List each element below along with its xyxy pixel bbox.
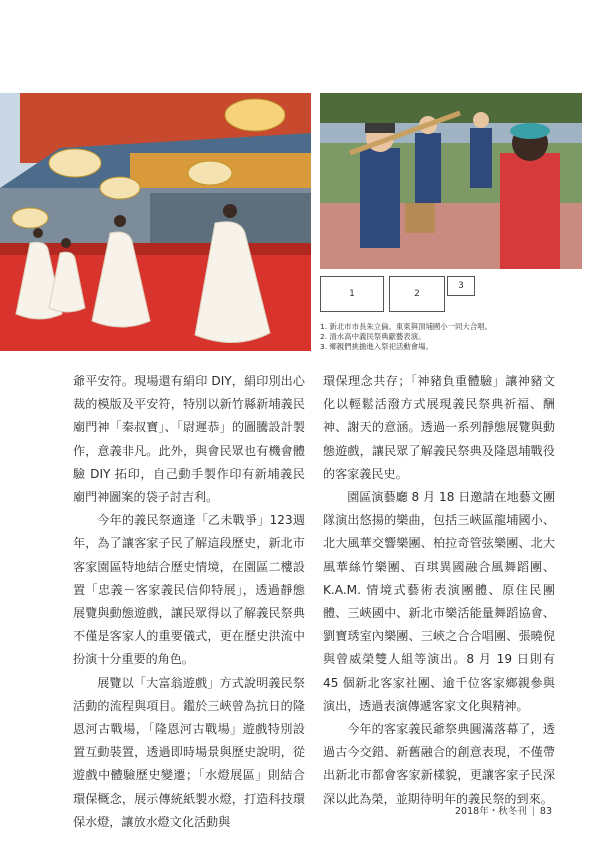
procession-illustration [320, 93, 582, 269]
footer-separator: | [531, 806, 535, 817]
page-number: 83 [539, 806, 552, 817]
paragraph: 環保理念共存；「神豬負重體驗」讓神豬文化以輕鬆活潑方式展現義民祭典祈福、酬神、謝天的意涵。透過一系列靜態展覽與動態遊戲，讓民眾了解義民祭典及隆恩埔戰役的客家義民史。 [323, 374, 555, 481]
photo-captions [320, 322, 590, 352]
paragraph: 園區演藝廳 8 月 18 日邀請在地藝文團隊演出悠揚的樂曲，包括三峽區龍埔國小、北大風華交響樂團、柏拉奇管弦樂團、北大風華絲竹樂團、百琪異國融合風舞蹈團、K.A.M. 情境式藝術表演團體、原住民團體、三峽國中、新北市樂活能量舞蹈協會、劉寶琇室內樂團、三峽之合合唱團、張曉倪與曾威榮雙人組等演出。8 月 19 日則有 45 個新北客家社團、逾千位客家鄉親參與演出，透過表演傳遞客家文化與精神。 [323, 490, 555, 713]
caption-2: 2. 清水高中義民祭典獻藝表演。 [320, 332, 426, 341]
paragraph: 爺平安符。現場還有絹印 DIY，絹印別出心裁的模版及平安符，特別以新竹縣新埔義民廟門神「秦叔寶」、「尉遲恭」的圖騰設計製作，意義非凡。此外，與會民眾也有機會體驗 DIY 拓印，自己動手製作印有新埔義民廟門神圖案的袋子討吉利。 [73, 374, 305, 505]
paragraph: 展覽以「大富翁遊戲」方式說明義民祭活動的流程與項目。鑑於三峽曾為抗日的隆恩河古戰場，「隆恩河古戰場」遊戲特別設置互動裝置，透過即時場景與歷史說明，從遊戲中體驗歷史變遷；「水燈展區」則結合環保概念，展示傳統紙製水燈，打造科技環保水燈，讓放水燈文化活動與 [73, 675, 305, 829]
paragraph: 今年的義民祭適逢「乙未戰爭」123週年，為了讓客家子民了解這段歷史，新北市客家園區特地結合歷史情境，在園區二樓設置「忠義－客家義民信仰特展」，透過靜態展覽與動態遊戲，讓民眾得以了解義民祭典不僅是客家人的重要儀式，更在歷史洪流中扮演十分重要的角色。 [73, 513, 305, 667]
page-footer [455, 803, 552, 817]
issue-label: 2018年・秋冬刊 [455, 806, 527, 817]
dance-illustration [0, 93, 311, 351]
paragraph: 今年的客家義民爺祭典圓滿落幕了，透過古今交錯、新舊融合的創意表現，不僅帶出新北市都會客家新樣貌，更讓客家子民深深以此為榮，並期待明年的義民祭的到來。 [323, 722, 555, 806]
caption-3: 3. 鄉親們挑擔進入祭祀活動會場。 [320, 342, 433, 351]
photo-dance-performance [0, 93, 311, 351]
caption-1: 1. 新北市市長朱立倫、東東與頂埔國小一同大合唱。 [320, 322, 492, 331]
right-text-column [323, 370, 555, 811]
photo-label-3: 3 [447, 276, 475, 296]
photo-label-2: 2 [389, 276, 445, 312]
left-text-column [73, 370, 305, 834]
photo-label-1: 1 [320, 276, 384, 312]
photo-scout-procession [320, 93, 582, 269]
